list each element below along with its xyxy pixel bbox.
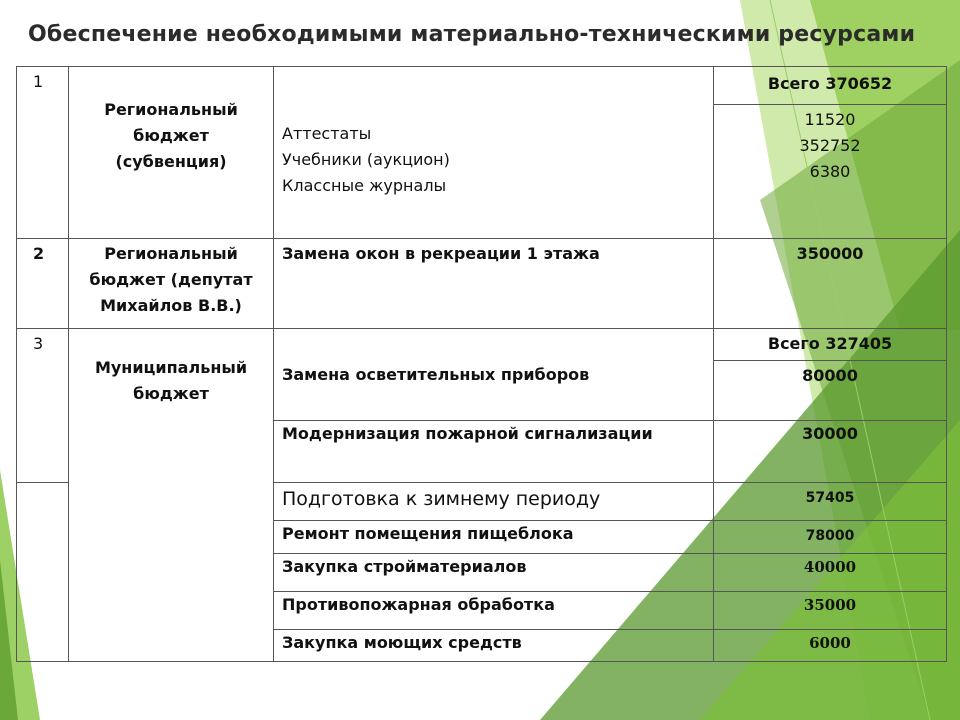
table-row: [17, 329, 947, 361]
row-number: 1: [17, 67, 69, 239]
funding-source: Региональный бюджет (субвенция): [69, 67, 274, 239]
item-name: Ремонт помещения пищеблока: [274, 521, 714, 554]
item-name: Закупка моющих средств: [274, 630, 714, 662]
item-name: Подготовка к зимнему периоду: [274, 483, 714, 521]
item-name: Противопожарная обработка: [274, 592, 714, 630]
amount: 6000: [714, 630, 947, 662]
amount: 30000: [714, 421, 947, 483]
table-row: [17, 239, 947, 329]
amount: 78000: [714, 521, 947, 554]
amount: 35000: [714, 592, 947, 630]
item-name: Модернизация пожарной сигнализации: [274, 421, 714, 483]
amount: 350000: [714, 239, 947, 329]
item-name: Закупка стройматериалов: [274, 554, 714, 592]
item-name: Замена окон в рекреации 1 этажа: [274, 239, 714, 329]
row-number: 2: [17, 239, 69, 329]
amount-list: 11520 352752 6380: [714, 105, 947, 239]
total-amount: Всего 327405: [714, 329, 947, 361]
amount: 40000: [714, 554, 947, 592]
total-amount: Всего 370652: [714, 67, 947, 105]
amount: 80000: [714, 361, 947, 421]
item-name: Замена осветительных приборов: [274, 329, 714, 421]
item-list: Аттестаты Учебники (аукцион) Классные журналы: [274, 67, 714, 239]
row-number-empty: [17, 483, 69, 662]
resources-table: [16, 66, 947, 662]
funding-source: Региональный бюджет (депутат Михайлов В.В.): [69, 239, 274, 329]
amount: 57405: [714, 483, 947, 521]
table-row: [17, 67, 947, 105]
row-number: 3: [17, 329, 69, 483]
funding-source: Муниципальный бюджет: [69, 329, 274, 662]
page-title: Обеспечение необходимыми материально-техническими ресурсами: [28, 22, 916, 47]
